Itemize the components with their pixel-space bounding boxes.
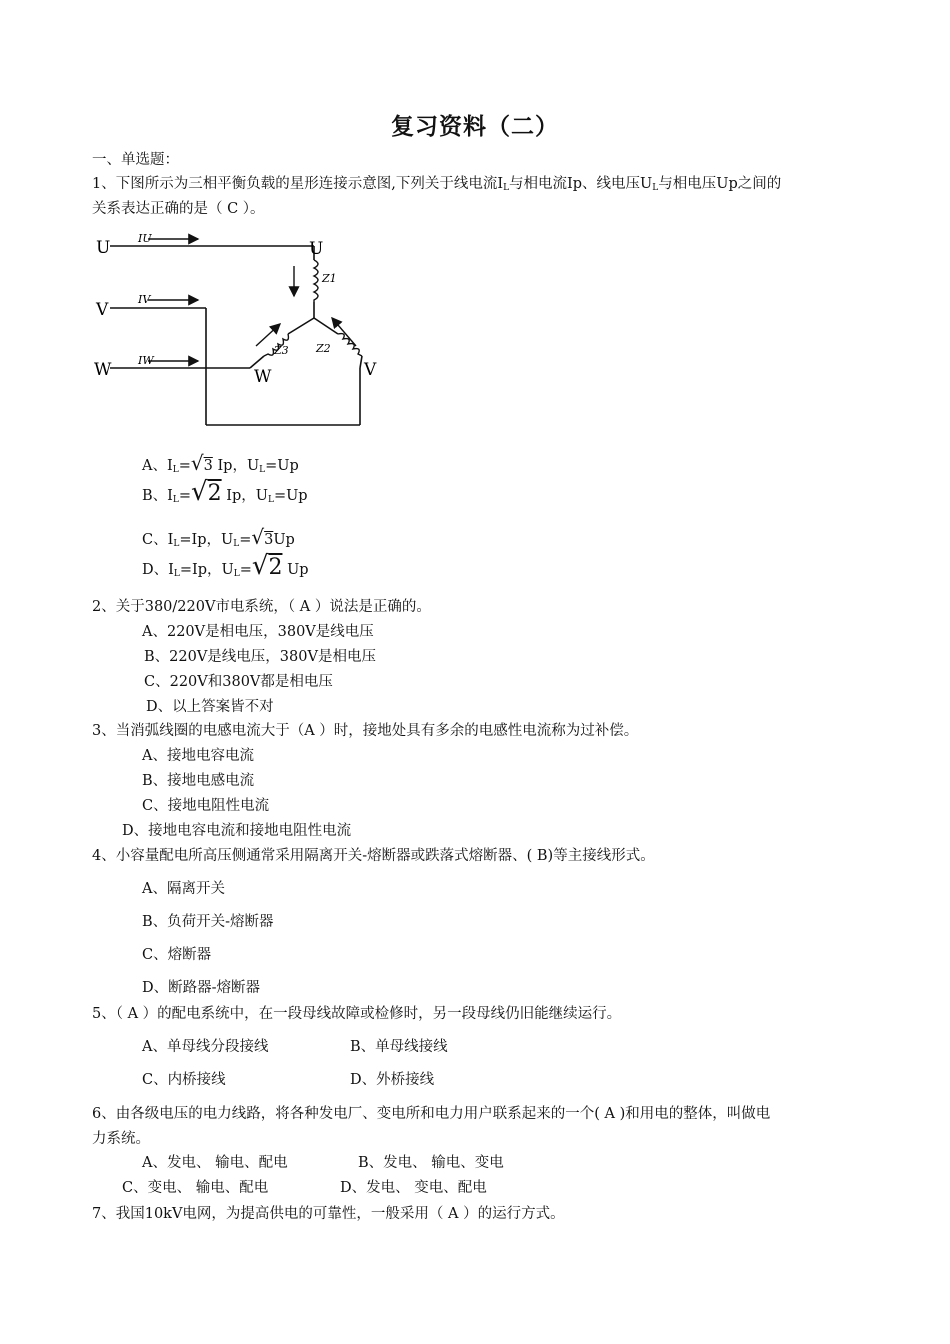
q5-option-b: B、单母线接线 — [350, 1039, 448, 1055]
page-title: 复习资料（二） — [391, 114, 559, 140]
q1-option-c: C、$I_L=Ip$，$U_L=√3Up$ — [142, 525, 295, 549]
q4-option-a: A、隔离开关 — [142, 881, 225, 897]
q1-option-b: B、$I_L=√2$ Ip，$U_L=Up$ — [142, 477, 308, 507]
star-connection-diagram — [88, 222, 388, 434]
label-z2: Z2 — [316, 342, 331, 355]
q2-option-a: A、220V是相电压，380V是线电压 — [142, 624, 374, 640]
q6-option-c: C、变电、 输电、配电 — [122, 1180, 269, 1196]
coil-z2 — [338, 334, 362, 356]
q6-option-d: D、发电、 变电、配电 — [340, 1180, 487, 1196]
q3-option-c: C、接地电阻性电流 — [142, 798, 270, 814]
label-node-w: W — [254, 367, 272, 387]
q2-option-d: D、以上答案皆不对 — [146, 699, 274, 715]
label-line-u: U — [96, 238, 111, 258]
q1-option-d: D、$I_L=Ip$，$U_L=√2$ Up — [142, 551, 309, 581]
q3-option-d: D、接地电容电流和接地电阻性电流 — [122, 823, 352, 839]
q3-option-b: B、接地电感电流 — [142, 773, 255, 789]
label-line-w: W — [94, 360, 112, 380]
q4-option-b: B、负荷开关-熔断器 — [142, 914, 274, 930]
q3-stem: 3、当消弧线圈的电感电流大于（A ）时，接地处具有多余的电感性电流称为过补偿。 — [92, 723, 639, 739]
q1-stem-line1: 1、下图所示为三相平衡负载的星形连接示意图,下列关于线电流$I_L$与相电流Ip、线电压$U_L$与相电压Up之间的 — [92, 176, 782, 193]
q4-option-c: C、熔断器 — [142, 947, 212, 963]
label-node-u: U — [309, 239, 324, 259]
q6-stem-line1: 6、由各级电压的电力线路，将各种发电厂、变电所和电力用户联系起来的一个( A )和用电的整体，叫做电 — [92, 1106, 771, 1122]
label-current-w: IW — [138, 354, 154, 367]
q6-option-a: A、发电、 输电、配电 — [142, 1155, 288, 1171]
q5-option-d: D、外桥接线 — [350, 1072, 435, 1088]
q3-option-a: A、接地电容电流 — [142, 748, 254, 764]
q4-option-d: D、断路器-熔断器 — [142, 980, 261, 996]
q5-option-c: C、内桥接线 — [142, 1072, 226, 1088]
q4-stem: 4、小容量配电所高压侧通常采用隔离开关-熔断器或跌落式熔断器、( B)等主接线形式。 — [92, 848, 655, 864]
label-line-v: V — [96, 300, 109, 320]
label-node-v: V — [364, 360, 377, 380]
q2-option-c: C、220V和380V都是相电压 — [144, 674, 333, 690]
q7-stem: 7、我国10kV电网，为提高供电的可靠性，一般采用（ A ）的运行方式。 — [92, 1206, 565, 1222]
label-z1: Z1 — [322, 272, 337, 285]
voltage-arrow-z3 — [256, 324, 280, 346]
q6-option-b: B、发电、 输电、变电 — [358, 1155, 504, 1171]
q5-option-a: A、单母线分段接线 — [142, 1039, 269, 1055]
q6-stem-line2: 力系统。 — [92, 1131, 150, 1147]
q1-stem-line2: 关系表达正确的是（ C ）。 — [92, 201, 265, 217]
q1-option-a: A、$I_L=√3$ Ip，$U_L=Up$ — [142, 451, 299, 475]
q5-stem: 5、（ A ）的配电系统中，在一段母线故障或检修时，另一段母线仍旧能继续运行。 — [92, 1006, 622, 1022]
q2-stem: 2、关于380/220V市电系统，（ A ）说法是正确的。 — [92, 599, 431, 615]
label-z3: Z3 — [274, 344, 289, 357]
label-current-v: IV — [138, 293, 151, 306]
coil-z1 — [314, 260, 318, 302]
label-current-u: IU — [138, 232, 152, 245]
q2-option-b: B、220V是线电压，380V是相电压 — [144, 649, 376, 665]
section-heading: 一、单选题： — [92, 152, 179, 168]
